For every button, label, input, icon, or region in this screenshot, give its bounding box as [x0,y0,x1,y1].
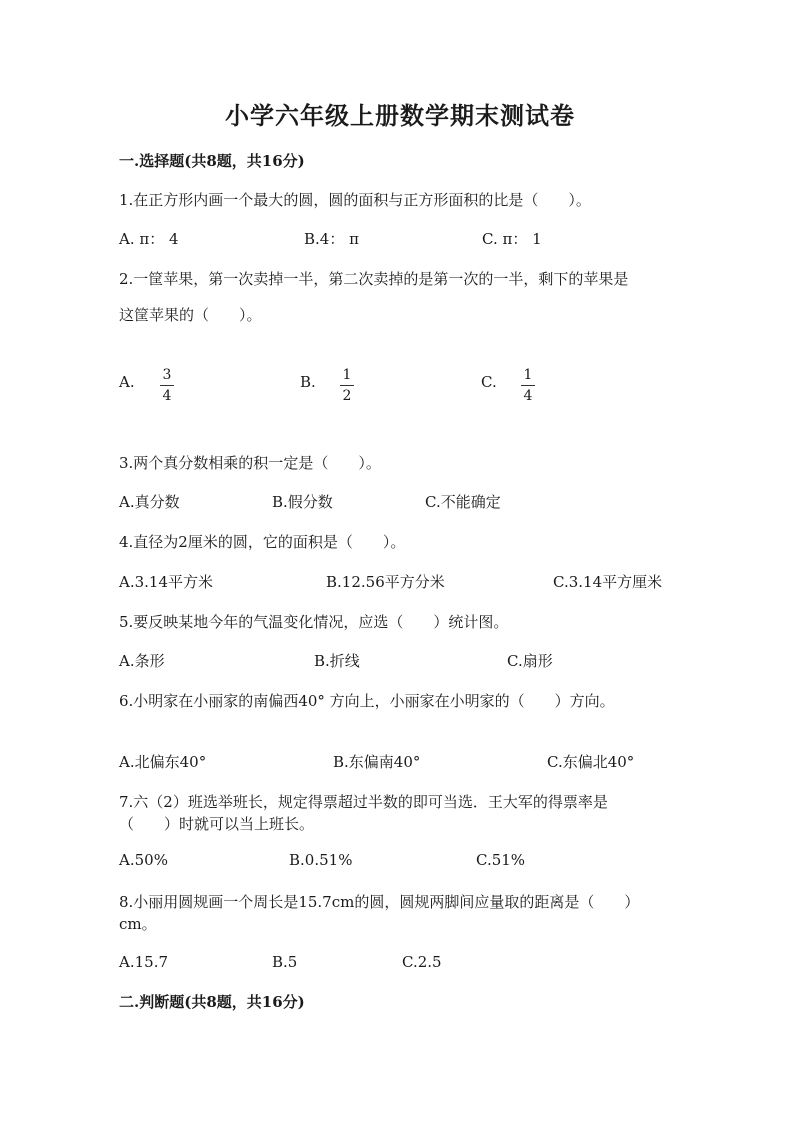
q2-option-b-label: B. [300,373,316,391]
q2-option-a-fraction [160,367,174,404]
q7-option-b: B.0.51% [289,851,353,869]
q2-option-b-denominator: 2 [342,388,352,404]
q5-option-a: A.条形 [119,652,165,670]
section-heading-judgment: 二.判断题(共8题，共16分) [119,993,305,1011]
fraction-bar [521,385,535,386]
q6-option-c: C.东偏北40° [547,753,635,771]
question-8-line-1: 8.小丽用圆规画一个周长是15.7cm的圆，圆规两脚间应量取的距离是（ ） [119,893,640,911]
q2-option-a-denominator: 4 [162,388,172,404]
q4-option-c: C.3.14平方厘米 [553,573,663,591]
section-heading-choice: 一.选择题(共8题，共16分) [119,152,305,170]
q3-option-a: A.真分数 [119,493,180,511]
question-7-line-1: 7.六（2）班选举班长，规定得票超过半数的即可当选．王大军的得票率是 [119,793,608,811]
q6-option-a: A.北偏东40° [119,753,207,771]
question-1: 1.在正方形内画一个最大的圆，圆的面积与正方形面积的比是（ ）。 [119,191,591,209]
q2-option-c-numerator: 1 [523,367,533,383]
q2-option-a-label: A. [119,373,135,391]
question-8-line-2: cm。 [119,915,157,933]
fraction-bar [340,385,354,386]
q3-option-b: B.假分数 [272,493,333,511]
q8-option-c: C.2.5 [402,953,442,971]
q2-option-b-numerator: 1 [342,367,352,383]
q2-option-c-fraction [521,367,535,404]
q2-option-c-label: C. [481,373,497,391]
q8-option-a: A.15.7 [119,953,168,971]
q4-option-b: B.12.56平方分米 [326,573,445,591]
question-6: 6.小明家在小丽家的南偏西40° 方向上，小丽家在小明家的（ ）方向。 [119,692,615,710]
q4-option-a: A.3.14平方米 [119,573,213,591]
question-7-line-2: （ ）时就可以当上班长。 [119,815,315,833]
question-2-line-2: 这筐苹果的（ ）。 [119,306,262,324]
q2-option-b-fraction [340,367,354,404]
q1-option-b: B.4： π [304,230,359,248]
q2-option-a-numerator: 3 [162,367,172,383]
question-4: 4.直径为2厘米的圆，它的面积是（ ）。 [119,533,406,551]
fraction-bar [160,385,174,386]
q6-option-b: B.东偏南40° [333,753,421,771]
question-3: 3.两个真分数相乘的积一定是（ ）。 [119,454,381,472]
q3-option-c: C.不能确定 [425,493,501,511]
q7-option-c: C.51% [476,851,526,869]
q5-option-b: B.折线 [314,652,360,670]
question-5: 5.要反映某地今年的气温变化情况，应选（ ）统计图。 [119,613,509,631]
q1-option-a: A. π： 4 [119,230,179,248]
q2-option-c-denominator: 4 [523,388,533,404]
q1-option-c: C. π： 1 [482,230,542,248]
page-title: 小学六年级上册数学期末测试卷 [225,101,575,130]
q5-option-c: C.扇形 [507,652,553,670]
q8-option-b: B.5 [272,953,298,971]
question-2-line-1: 2.一筐苹果，第一次卖掉一半，第二次卖掉的是第一次的一半，剩下的苹果是 [119,270,629,288]
q7-option-a: A.50% [119,851,168,869]
